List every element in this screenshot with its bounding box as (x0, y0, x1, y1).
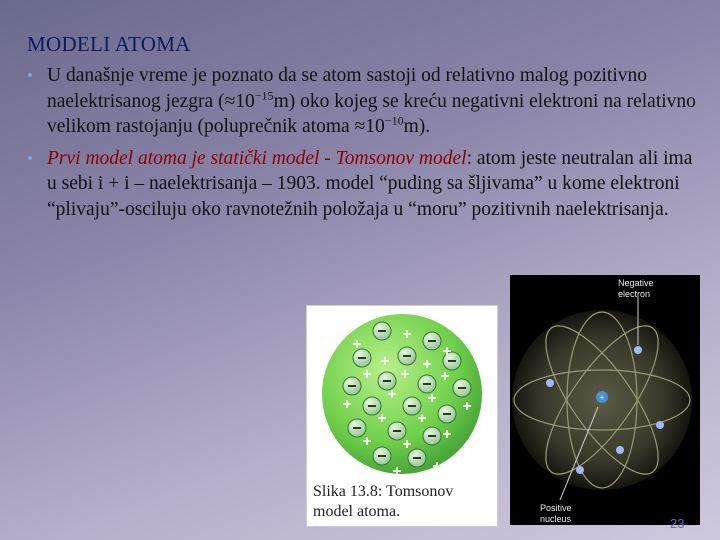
thomson-model-figure (306, 305, 498, 527)
bullet-icon: • (27, 148, 33, 168)
page-number: 23 (670, 516, 685, 531)
caption-line-1: Slika 13.8: Tomsonov (313, 483, 454, 500)
bullet-item-2 (25, 146, 705, 223)
figure-caption (313, 482, 495, 522)
bullet-1-exponent-2: −10 (384, 113, 404, 128)
slide-title: MODELI ATOMA (27, 32, 191, 56)
negative-label-line-1: Negative (618, 278, 654, 288)
bullet-2-text: : atom jeste neutralan ali ima u sebi i + i – naelektrisanja – 1903. model “puding sa šljivama” u kome elektroni “plivaju”-osciluju oko ravnotežnih položaja u “moru” pozitivnih naelektrisanja. (47, 147, 693, 220)
negative-electron-label (618, 278, 654, 300)
negative-label-line-2: electron (618, 289, 651, 299)
positive-nucleus-label (540, 503, 572, 525)
atom-orbit-illustration (510, 275, 700, 525)
svg-text:+: + (599, 393, 605, 402)
bullet-1-exponent-1: −15 (254, 88, 274, 102)
rutherford-atom-figure (510, 275, 700, 525)
positive-label-line-1: Positive (540, 503, 572, 513)
bullet-icon: • (27, 66, 33, 85)
bullet-1-text-c: m). (403, 116, 431, 137)
positive-label-line-2: nucleus (540, 514, 572, 524)
bullet-1-text-b: m) oko kojeg se kreću negativni elektroni na relativno velikom rastojanju (poluprečnik atoma ≈10 (47, 90, 696, 137)
bullet-2-highlight: Prvi model atoma je statički model - Tomsonov model (47, 147, 467, 169)
bullet-list (25, 63, 705, 228)
bullet-1-text-a: U današnje vreme je poznato da se atom sastoji od relativno malog pozitivno naelektrisanog jezgra (≈10 (47, 65, 648, 112)
bullet-item-1 (25, 63, 705, 140)
caption-line-2: model atoma. (313, 503, 401, 520)
plum-pudding-illustration (307, 306, 497, 481)
